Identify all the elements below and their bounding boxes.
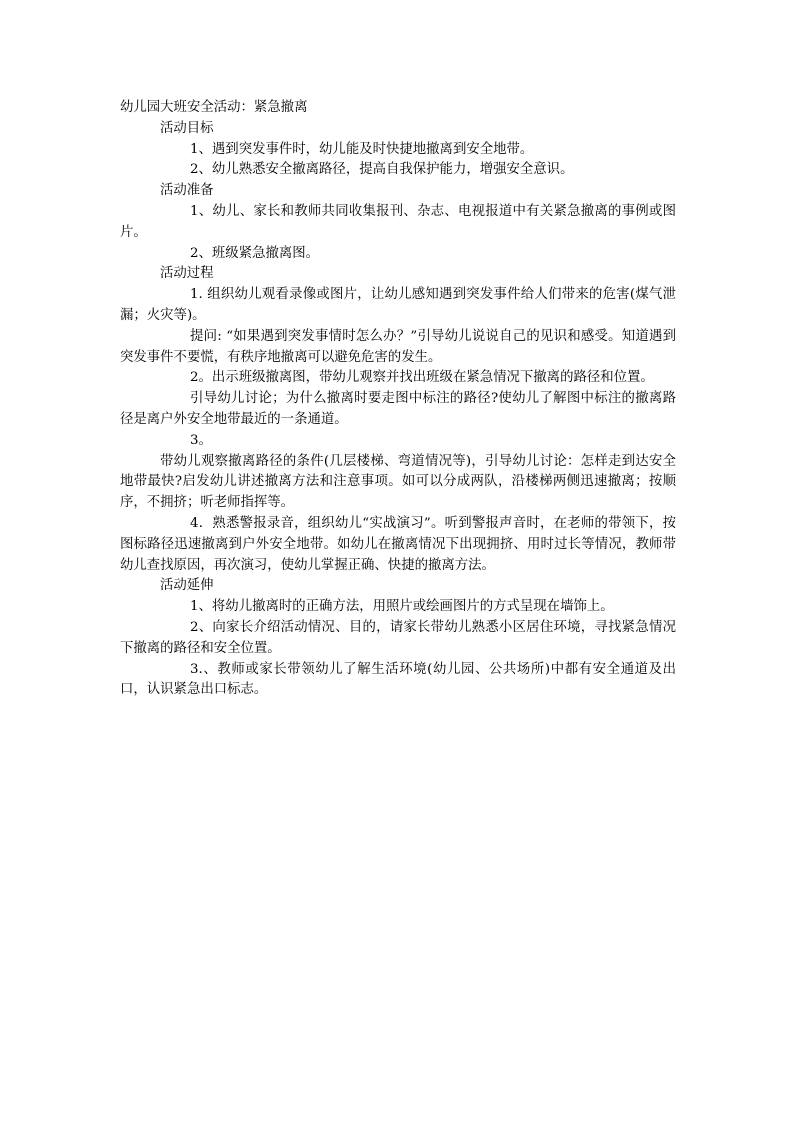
process-item-6: 带幼儿观察撤离路径的条件(几层楼梯、弯道情况等)，引导幼儿讨论：怎样走到达安全地带最快?启发幼儿讲述撤离方法和注意事项。如可以分成两队，沿楼梯两侧迅速撤离；按顺序，不拥挤；听老师指挥等。	[120, 453, 676, 511]
document-title: 幼儿园大班安全活动：紧急撤离	[120, 100, 308, 115]
goal-item-1: 1、遇到突发事件时，幼儿能及时快捷地撤离到安全地带。	[190, 141, 534, 157]
section-heading-prep: 活动准备	[160, 183, 214, 199]
section-heading-process: 活动过程	[160, 266, 214, 282]
goal-item-2: 2、幼儿熟悉安全撤离路径，提高自我保护能力，增强安全意识。	[190, 162, 574, 178]
section-heading-goal: 活动目标	[160, 120, 214, 136]
process-item-2: 提问: “如果遇到突发事情时怎么办？”引导幼儿说说自己的见识和感受。知道遇到突发事件不要慌，有秩序地撤离可以避免危害的发生。	[120, 328, 676, 365]
prep-item-2: 2、班级紧急撤离图。	[190, 245, 320, 261]
prep-item-1: 1、幼儿、家长和教师共同收集报刊、杂志、电视报道中有关紧急撤离的事例或图片。	[120, 203, 676, 240]
extension-item-3: 3.、教师或家长带领幼儿了解生活环境(幼儿园、公共场所)中都有安全通道及出口，认识紧急出口标志。	[120, 661, 676, 698]
process-item-3: 2。出示班级撤离图，带幼儿观察并找出班级在紧急情况下撤离的路径和位置。	[190, 370, 654, 386]
extension-item-2: 2、向家长介绍活动情况、目的，请家长带幼儿熟悉小区居住环境，寻找紧急情况下撤离的路径和安全位置。	[120, 619, 676, 656]
process-item-4: 引导幼儿讨论；为什么撤离时要走图中标注的路径?使幼儿了解图中标注的撤离路径是离户外安全地带最近的一条通道。	[120, 391, 676, 427]
document-body	[120, 98, 676, 701]
extension-item-1: 1、将幼儿撤离时的正确方法，用照片或绘画图片的方式呈现在墙饰上。	[190, 599, 614, 615]
process-item-5: 3。	[190, 432, 212, 448]
process-item-7: 4．熟悉警报录音，组织幼儿“实战演习”。听到警报声音时，在老师的带领下，按图标路径迅速撤离到户外安全地带。如幼儿在撤离情况下出现拥挤、用时过长等情况，教师带幼儿查找原因，再次演习，使幼儿掌握正确、快捷的撤离方法。	[120, 515, 676, 573]
process-item-1: 1. 组织幼儿观看录像或图片，让幼儿感知遇到突发事件给人们带来的危害(煤气泄漏；火灾等)。	[120, 287, 676, 323]
section-heading-extension: 活动延伸	[160, 578, 214, 594]
